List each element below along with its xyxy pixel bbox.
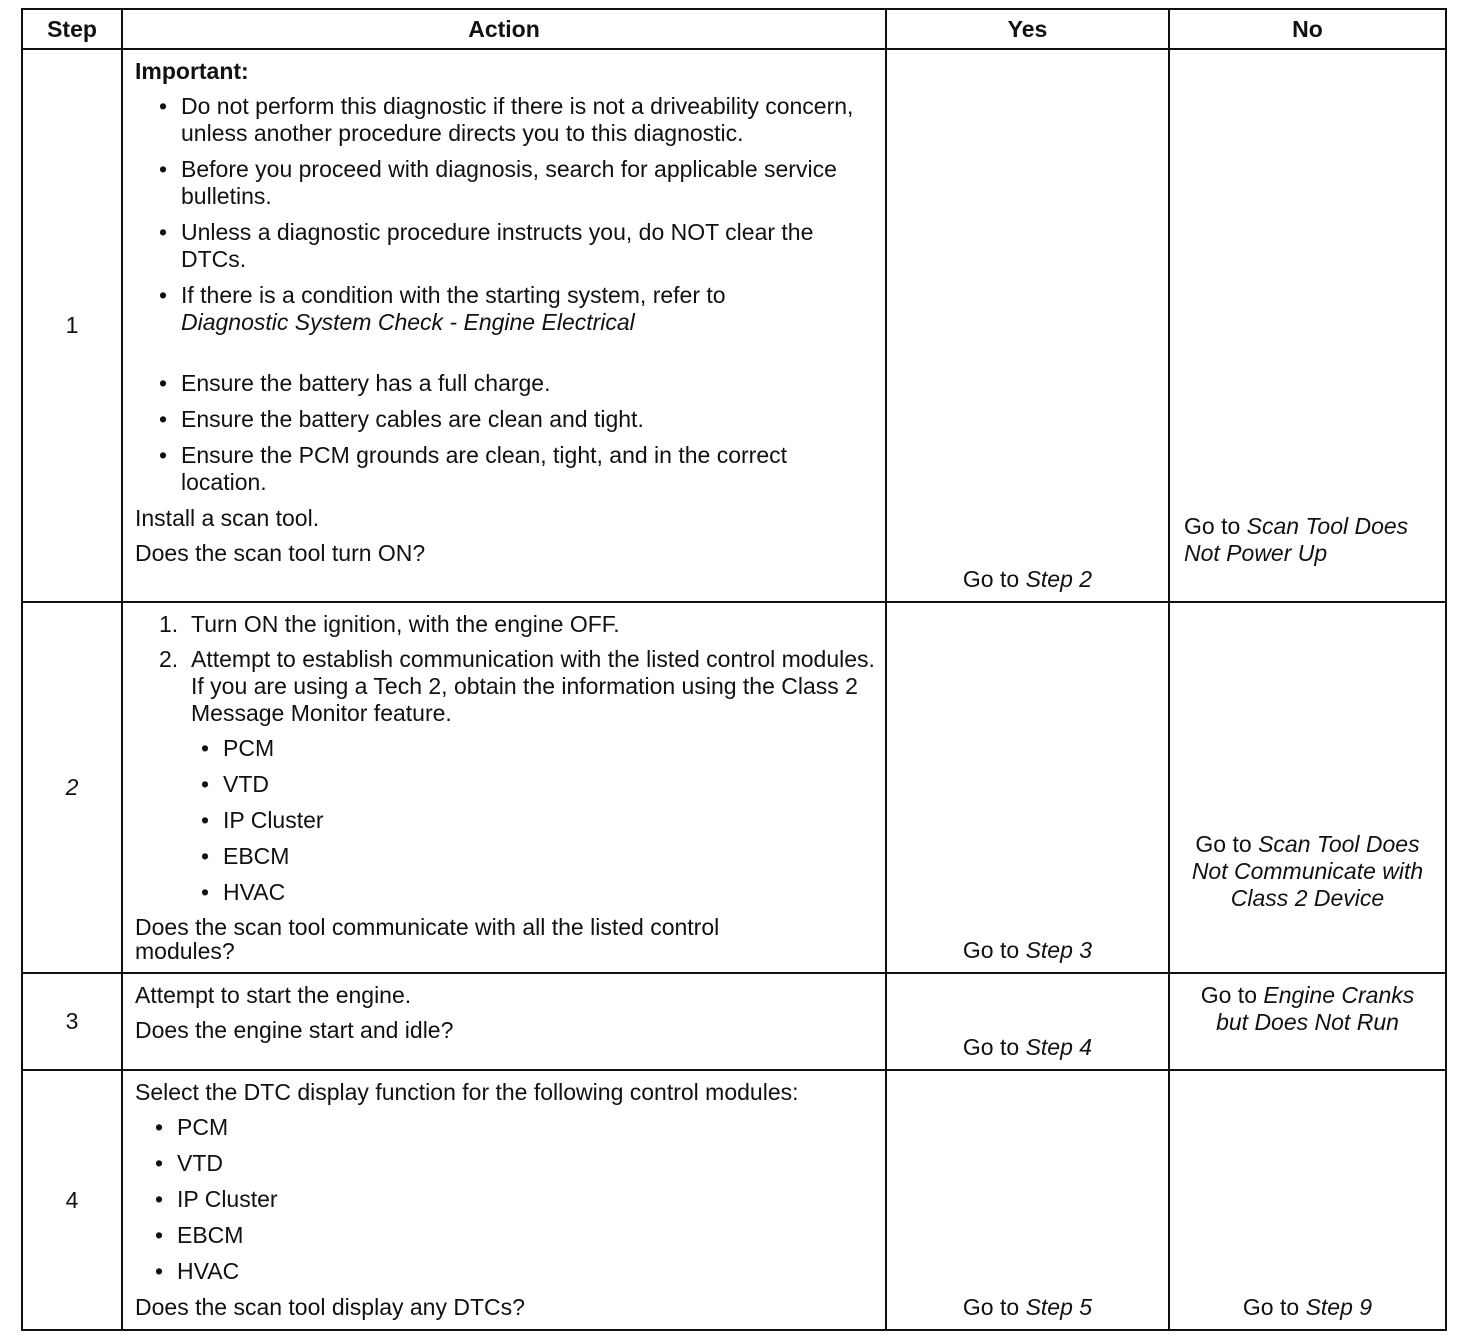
goto-block [1180, 982, 1435, 1036]
list-item: • PCM [201, 735, 875, 762]
list-item: • Before you proceed with diagnosis, search for applicable service bulletins. [159, 156, 875, 210]
goto-link[interactable]: Scan Tool Does Not Power Up [1184, 513, 1409, 566]
header-row [22, 9, 1446, 49]
list-item: • IP Cluster [155, 1186, 875, 1213]
yes-cell [886, 973, 1169, 1070]
list-item: • Ensure the battery has a full charge. [159, 370, 875, 397]
header-step: Step [22, 9, 122, 49]
header-yes: Yes [886, 9, 1169, 49]
goto-prefix: Go to [1195, 831, 1252, 857]
instruction-text: Install a scan tool. [135, 505, 320, 531]
question-text: Does the scan tool display any DTCs? [135, 1294, 525, 1320]
action-cell [122, 49, 886, 602]
yes-cell [886, 602, 1169, 973]
no-cell [1169, 973, 1446, 1070]
list-item: • Ensure the PCM grounds are clean, tight, and in the correct location. [159, 442, 875, 496]
goto-link[interactable]: Step 4 [1025, 1034, 1093, 1060]
ref-link[interactable]: Diagnostic System Check - Engine Electrical [181, 309, 635, 335]
list-item: • EBCM [155, 1222, 875, 1249]
ref-text: If there is a condition with the starting system, refer to [181, 282, 726, 308]
diagnostic-table [21, 8, 1447, 1331]
instruction-text: Select the DTC display function for the following control modules: [135, 1079, 799, 1105]
step-number: 4 [22, 1070, 122, 1330]
important-list [135, 93, 875, 496]
list-item: • VTD [155, 1150, 875, 1177]
numbered-list [135, 611, 875, 906]
no-cell [1169, 49, 1446, 602]
yes-cell [886, 1070, 1169, 1330]
step-number: 1 [22, 49, 122, 602]
important-label: Important: [135, 58, 249, 84]
goto-link[interactable]: Step 5 [1025, 1294, 1093, 1320]
list-item: • Unless a diagnostic procedure instructs you, do NOT clear the DTCs. [159, 219, 875, 273]
action-cell [122, 973, 886, 1070]
goto-link[interactable]: Step 9 [1305, 1294, 1373, 1320]
goto-prefix: Go to [962, 566, 1020, 592]
goto-prefix: Go to [1242, 1294, 1300, 1320]
goto-prefix: Go to [962, 937, 1020, 963]
question-text: Does the engine start and idle? [135, 1017, 454, 1043]
step-number: 2 [22, 602, 122, 973]
list-item: • IP Cluster [201, 807, 875, 834]
instruction-text: Attempt to start the engine. [135, 982, 412, 1008]
list-item: • EBCM [201, 843, 875, 870]
list-item: 1. Turn ON the ignition, with the engine OFF. [159, 611, 620, 637]
no-cell [1169, 602, 1446, 973]
step-number: 3 [22, 973, 122, 1070]
goto-prefix: Go to [1184, 513, 1241, 539]
goto-link[interactable]: Engine Cranks but Does Not Run [1216, 982, 1415, 1035]
action-cell [122, 602, 886, 973]
yes-cell [886, 49, 1169, 602]
action-cell [122, 1070, 886, 1330]
goto-link[interactable]: Step 2 [1025, 566, 1093, 592]
list-item: • HVAC [155, 1258, 875, 1285]
goto-block [1170, 831, 1445, 912]
goto-prefix: Go to [962, 1294, 1020, 1320]
goto-prefix: Go to [962, 1034, 1020, 1060]
goto-link[interactable]: Step 3 [1025, 937, 1093, 963]
module-list [191, 735, 875, 906]
list-item [159, 282, 875, 336]
header-action: Action [122, 9, 886, 49]
list-item: • VTD [201, 771, 875, 798]
list-item: • HVAC [201, 879, 875, 906]
module-list [135, 1114, 875, 1285]
list-item: • Do not perform this diagnostic if there is not a driveability concern, unless another procedure directs you to this diagnostic. [159, 93, 875, 147]
question-text: Does the scan tool communicate with all the listed control modules? [135, 914, 720, 964]
list-item: • PCM [155, 1114, 875, 1141]
table-row-step-3 [22, 973, 1446, 1070]
goto-prefix: Go to [1200, 982, 1257, 1008]
table-row-step-4 [22, 1070, 1446, 1330]
goto-link[interactable]: Scan Tool Does Not Communicate with Class 2 Device [1191, 831, 1424, 911]
list-item: 2. Attempt to establish communication with the listed control modules. If you are using a Tech 2, obtain the information using the Class 2 Message Monitor feature. • PCM • VTD • IP Cluster • EBCM • HVAC [159, 646, 875, 906]
goto-block [1170, 513, 1445, 567]
question-text: Does the scan tool turn ON? [135, 540, 426, 566]
table-row-step-1 [22, 49, 1446, 602]
table-row-step-2 [22, 602, 1446, 973]
list-item: • Ensure the battery cables are clean and tight. [159, 406, 875, 433]
no-cell [1169, 1070, 1446, 1330]
header-no: No [1169, 9, 1446, 49]
